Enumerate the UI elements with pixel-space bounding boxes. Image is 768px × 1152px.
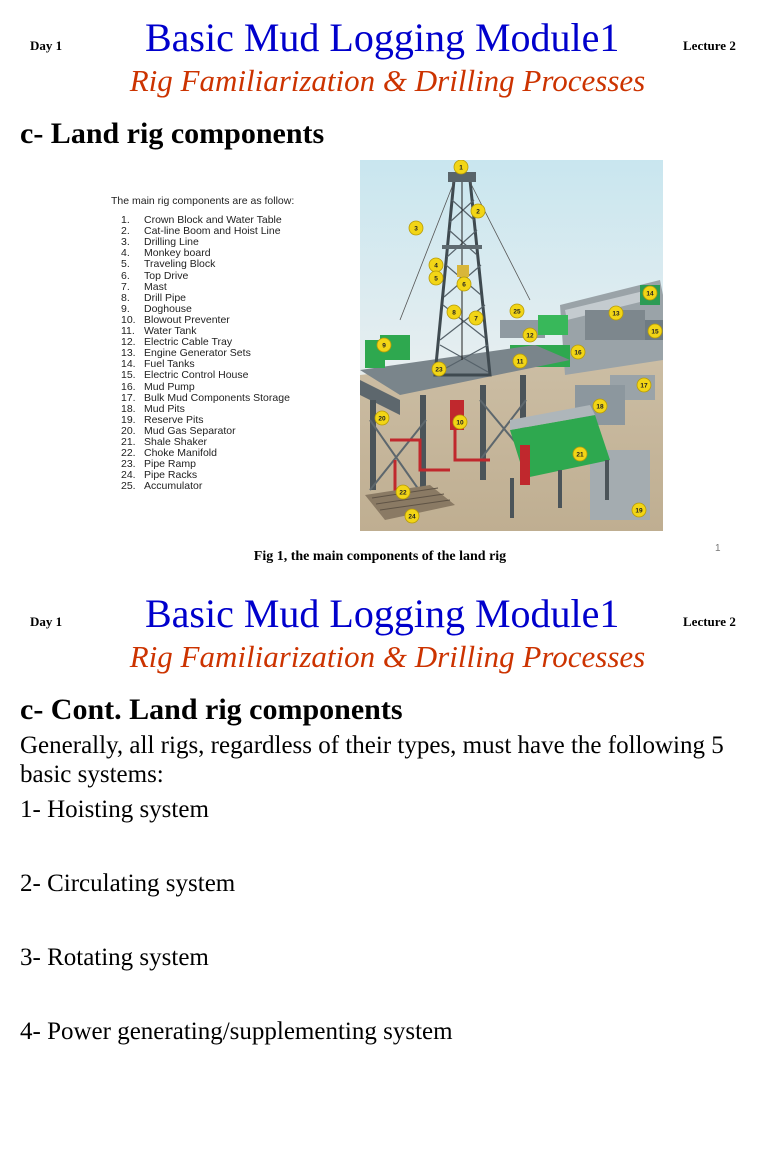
component-badge <box>405 509 419 523</box>
list-item-number: 20. <box>121 424 136 437</box>
component-badge-number: 2 <box>476 208 480 216</box>
list-item-number: 14. <box>121 358 136 371</box>
day-label: Day 1 <box>30 614 63 629</box>
rig-drawing <box>360 160 663 531</box>
list-item-label: Traveling Block <box>144 258 216 271</box>
list-item-label: Doghouse <box>144 302 192 315</box>
list-item-label: Choke Manifold <box>144 447 217 460</box>
list-item <box>111 382 356 393</box>
component-badge-number: 23 <box>435 366 443 374</box>
lecture-label: Lecture 2 <box>683 38 736 53</box>
component-badge <box>471 204 485 218</box>
component-badge-number: 5 <box>434 275 438 283</box>
component-badge <box>609 306 623 320</box>
list-item-label: Pipe Ramp <box>144 458 196 471</box>
list-item-label: Electric Cable Tray <box>144 336 233 349</box>
system-item-rotating: 3- Rotating system <box>20 944 209 971</box>
list-item-number: 12. <box>121 336 136 349</box>
component-badge-number: 16 <box>574 349 582 357</box>
component-badge <box>573 447 587 461</box>
component-badge-number: 6 <box>462 281 466 289</box>
list-item-label: Accumulator <box>144 480 203 493</box>
list-item-number: 6. <box>121 269 130 282</box>
list-item-label: Cat-line Boom and Hoist Line <box>144 225 281 238</box>
component-badge-number: 12 <box>526 332 534 340</box>
component-badge <box>429 271 443 285</box>
list-item-label: Water Tank <box>144 325 197 338</box>
component-badge <box>637 378 651 392</box>
component-badge-number: 7 <box>474 315 478 323</box>
systems-intro: Generally, all rigs, regardless of their types, must have the following 5 basic systems: <box>20 732 724 788</box>
component-badge <box>377 338 391 352</box>
component-badge <box>375 411 389 425</box>
list-item-number: 10. <box>121 313 136 326</box>
component-badge <box>447 305 461 319</box>
list-item-number: 3. <box>121 236 130 249</box>
list-item-label: Shale Shaker <box>144 435 208 448</box>
components-intro: The main rig components are as follow: <box>111 195 295 207</box>
list-item-number: 24. <box>121 469 136 482</box>
component-badge <box>513 354 527 368</box>
system-item-power: 4- Power generating/supplementing system <box>20 1018 453 1045</box>
component-badge-number: 20 <box>378 415 386 423</box>
list-item-number: 5. <box>121 258 130 271</box>
list-item <box>111 370 356 381</box>
lecture-label: Lecture 2 <box>683 614 736 629</box>
module-title: Basic Mud Logging Module1 <box>145 591 620 636</box>
slide-2 <box>0 576 768 1152</box>
component-badge <box>469 311 483 325</box>
list-item-label: Top Drive <box>144 269 189 282</box>
rig-illustration <box>360 160 663 531</box>
component-badge-number: 25 <box>513 308 521 316</box>
list-item-label: Reserve Pits <box>144 413 204 426</box>
list-item-label: Bulk Mud Components Storage <box>144 391 290 404</box>
list-item-label: Mud Pits <box>144 402 185 415</box>
section-heading: c- Land rig components <box>20 117 325 150</box>
monkey-board <box>442 245 482 249</box>
figure-caption: Fig 1, the main components of the land rig <box>253 549 507 564</box>
list-item-label: Fuel Tanks <box>144 358 195 371</box>
section-heading: c- Cont. Land rig components <box>20 693 403 726</box>
slide-subtitle: Rig Familiarization & Drilling Processes <box>129 63 646 98</box>
list-item-label: Mast <box>144 280 167 293</box>
component-badge-number: 1 <box>459 164 463 172</box>
component-badge-number: 14 <box>646 290 654 298</box>
component-badge-number: 9 <box>382 342 386 350</box>
list-item-number: 4. <box>121 247 130 260</box>
slide-subtitle: Rig Familiarization & Drilling Processes <box>129 639 646 674</box>
list-item-number: 22. <box>121 447 136 460</box>
component-badge-number: 3 <box>414 225 418 233</box>
component-badge <box>454 160 468 174</box>
component-badge <box>510 304 524 318</box>
list-item-label: Drill Pipe <box>144 291 187 304</box>
component-badge <box>453 415 467 429</box>
component-badge-number: 10 <box>456 419 464 427</box>
module-title: Basic Mud Logging Module1 <box>145 15 620 60</box>
list-item-number: 21. <box>121 435 136 448</box>
list-item-label: Drilling Line <box>144 236 199 249</box>
component-badge-number: 15 <box>651 328 659 336</box>
list-item-number: 18. <box>121 402 136 415</box>
component-badge-number: 24 <box>408 513 416 521</box>
page-number: 1 <box>715 543 721 554</box>
component-badge <box>396 485 410 499</box>
list-item-label: Monkey board <box>144 247 211 260</box>
component-badge <box>523 328 537 342</box>
list-item-label: Mud Gas Separator <box>144 424 236 437</box>
list-item-label: Crown Block and Water Table <box>144 214 282 227</box>
component-badge-number: 11 <box>516 358 524 366</box>
list-item-number: 8. <box>121 291 130 304</box>
component-badge-number: 18 <box>596 403 604 411</box>
list-item-label: Pipe Racks <box>144 469 198 482</box>
list-item-number: 9. <box>121 302 130 315</box>
components-list <box>111 215 356 492</box>
component-badge <box>648 324 662 338</box>
list-item <box>111 481 356 492</box>
component-badge-number: 19 <box>635 507 643 515</box>
component-badge <box>593 399 607 413</box>
list-item-number: 7. <box>121 280 130 293</box>
component-badge <box>632 503 646 517</box>
component-badge-number: 4 <box>434 262 438 270</box>
traveling-block <box>457 265 469 277</box>
system-item-circulating: 2- Circulating system <box>20 870 236 897</box>
list-item-number: 15. <box>121 369 136 382</box>
components-list-box <box>111 196 356 492</box>
list-item-label: Electric Control House <box>144 369 249 382</box>
component-badge-number: 22 <box>399 489 407 497</box>
component-badge-number: 17 <box>640 382 648 390</box>
list-item-number: 25. <box>121 480 136 493</box>
list-item-number: 23. <box>121 458 136 471</box>
list-item-number: 17. <box>121 391 136 404</box>
list-item-label: Blowout Preventer <box>144 313 230 326</box>
list-item-number: 13. <box>121 347 136 360</box>
component-badge <box>643 286 657 300</box>
day-label: Day 1 <box>30 38 63 53</box>
list-item <box>111 271 356 282</box>
component-badge-number: 8 <box>452 309 456 317</box>
component-badge <box>432 362 446 376</box>
component-badge-number: 21 <box>576 451 584 459</box>
component-badge <box>409 221 423 235</box>
system-item-hoisting: 1- Hoisting system <box>20 796 209 823</box>
list-item-number: 19. <box>121 413 136 426</box>
list-item-number: 11. <box>121 325 135 338</box>
list-item-label: Mud Pump <box>144 380 195 393</box>
component-badge <box>457 277 471 291</box>
list-item-label: Engine Generator Sets <box>144 347 251 360</box>
list-item-number: 16. <box>121 380 136 393</box>
list-item-number: 2. <box>121 225 130 238</box>
component-badge <box>429 258 443 272</box>
list-item-number: 1. <box>121 214 130 227</box>
list-item <box>111 259 356 270</box>
component-badge-number: 13 <box>612 310 620 318</box>
component-badge <box>571 345 585 359</box>
